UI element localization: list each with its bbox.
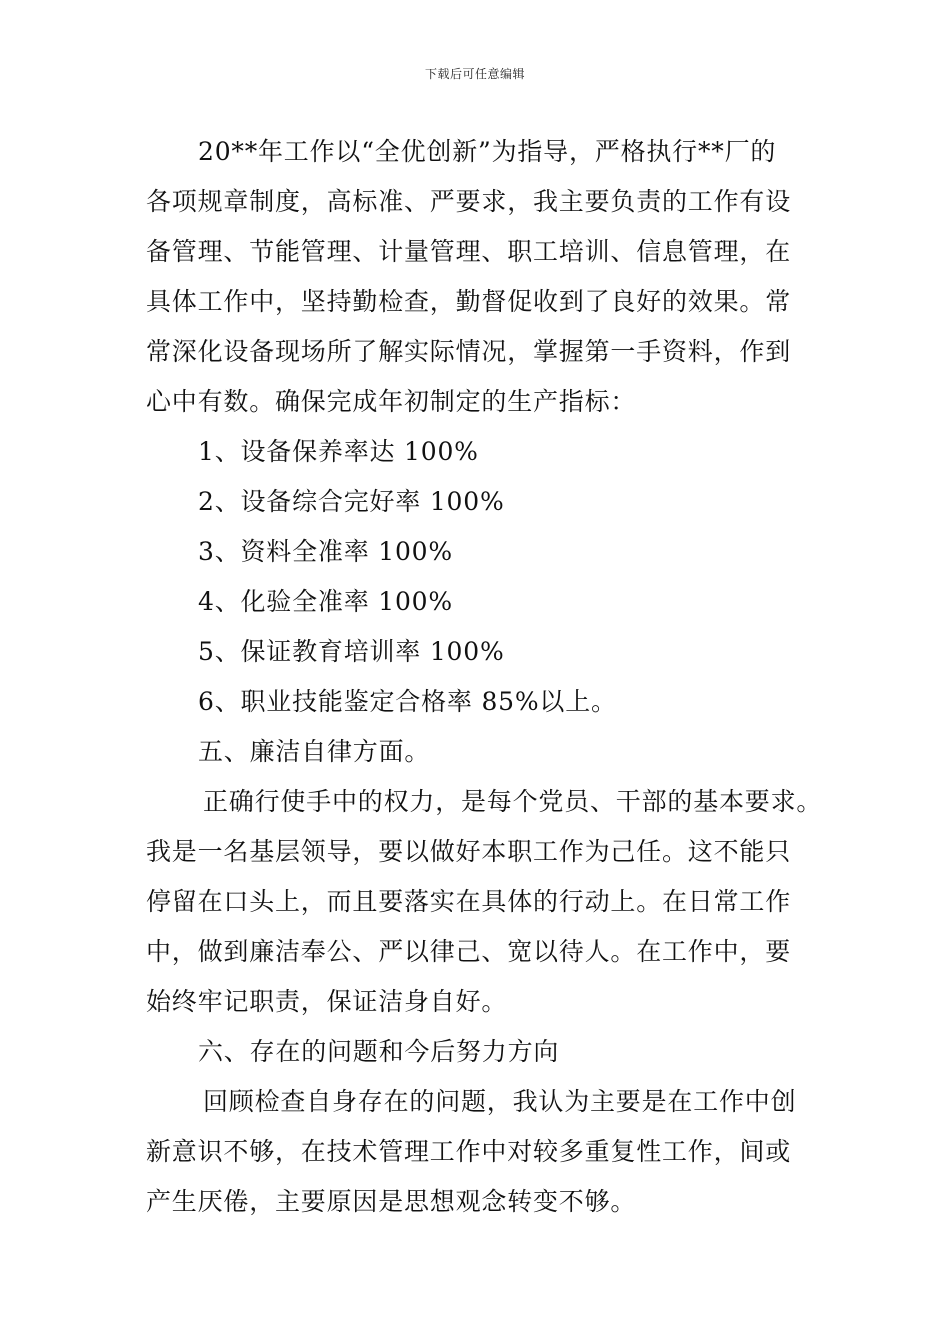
paragraph-problems: [146, 1077, 811, 1227]
text-line: 备管理、节能管理、计量管理、职工培训、信息管理，在: [146, 237, 792, 266]
list-item: 6、职业技能鉴定合格率 85%以上。: [198, 687, 617, 716]
text-line: 我是一名基层领导，要以做好本职工作为己任。这不能只: [146, 837, 792, 866]
text-line: 各项规章制度，高标准、严要求，我主要负责的工作有设: [146, 187, 792, 216]
text-line: 常深化设备现场所了解实际情况，掌握第一手资料，作到: [146, 337, 792, 366]
section-heading: 五、廉洁自律方面。: [198, 737, 431, 766]
list-item: 5、保证教育培训率 100%: [198, 637, 505, 666]
text-line: 停留在口头上，而且要落实在具体的行动上。在日常工作: [146, 887, 792, 916]
list-item: 2、设备综合完好率 100%: [198, 487, 505, 516]
text-line: 20**年工作以“全优创新”为指导，严格执行**厂的: [198, 137, 777, 166]
list-item: 3、资料全准率 100%: [198, 537, 453, 566]
document-body: [146, 127, 823, 1227]
text-line: 中，做到廉洁奉公、严以律己、宽以待人。在工作中，要: [146, 937, 792, 966]
section-heading: 六、存在的问题和今后努力方向: [198, 1037, 560, 1066]
text-line: 具体工作中，坚持勤检查，勤督促收到了良好的效果。常: [146, 287, 792, 316]
text-line: 正确行使手中的权力，是每个党员、干部的基本要求。: [203, 787, 823, 816]
text-line: 新意识不够，在技术管理工作中对较多重复性工作，间或: [146, 1137, 792, 1166]
text-line: 始终牢记职责，保证洁身自好。: [146, 987, 508, 1016]
text-line: 产生厌倦，主要原因是思想观念转变不够。: [146, 1187, 637, 1216]
list-item: 1、设备保养率达 100%: [198, 437, 479, 466]
paragraph-integrity: [146, 777, 823, 1027]
page-header: 下载后可任意编辑: [424, 67, 525, 81]
text-line: 心中有数。确保完成年初制定的生产指标：: [146, 387, 637, 416]
text-line: 回顾检查自身存在的问题，我认为主要是在工作中创: [203, 1087, 797, 1116]
list-item: 4、化验全准率 100%: [198, 587, 453, 616]
production-targets-list: [146, 427, 811, 727]
paragraph-work-summary: [146, 127, 811, 427]
